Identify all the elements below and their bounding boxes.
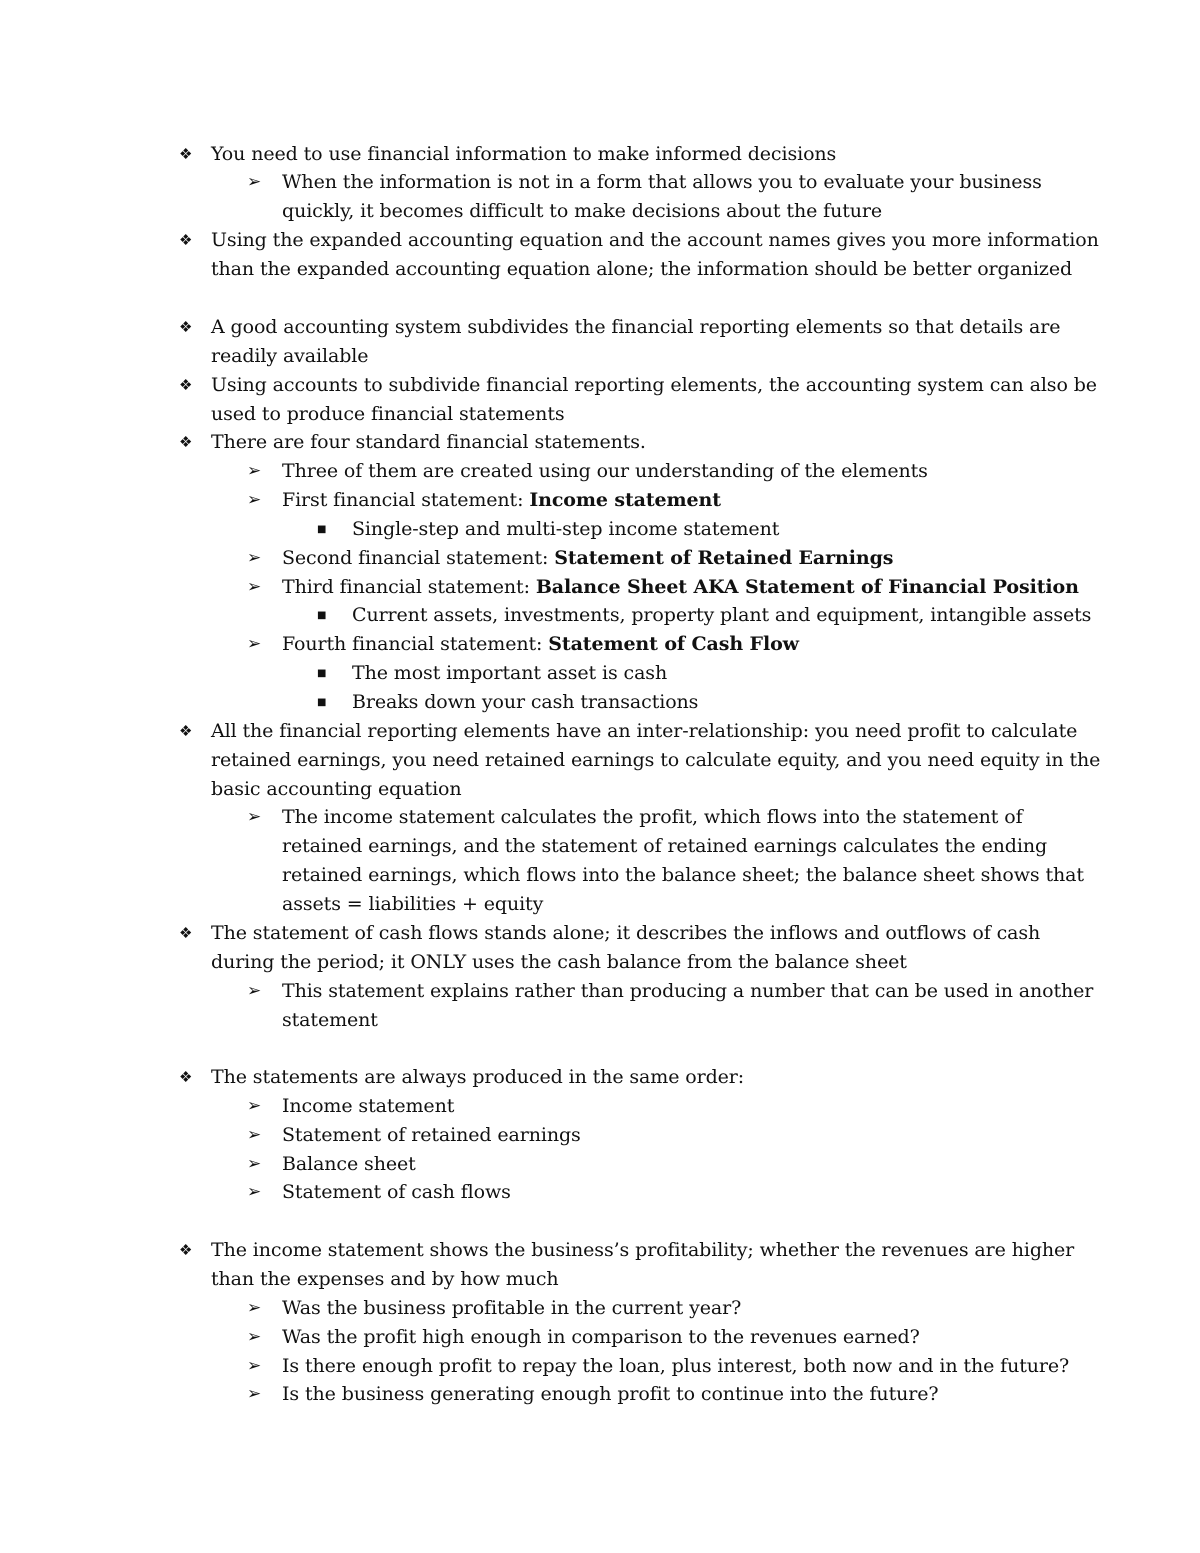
list-item-line — [282, 573, 1079, 602]
list-item-line: The statement of cash flows stands alone; it describes the inflows and outflows of cash — [211, 922, 1041, 944]
statement-label: Third financial statement: — [282, 576, 536, 598]
list-item-line: You need to use financial information to make informed decisions — [211, 143, 837, 165]
statement-label: Fourth financial statement: — [282, 633, 549, 655]
list-item-line: The income statement shows the business’s profitability; whether the revenues are higher — [211, 1239, 1075, 1261]
list-item-line — [282, 486, 721, 515]
arrow-bullet-icon: ➢ — [247, 577, 262, 597]
statement-name: Income statement — [529, 489, 721, 511]
square-bullet-icon: ■ — [317, 668, 327, 679]
list-item-line: retained earnings, and the statement of retained earnings calculates the ending — [282, 835, 1048, 857]
list-item-line: When the information is not in a form that allows you to evaluate your business — [282, 171, 1042, 193]
statement-label: Second financial statement: — [282, 547, 555, 569]
arrow-bullet-icon: ➢ — [247, 1096, 262, 1116]
arrow-bullet-icon: ➢ — [247, 461, 262, 481]
diamond-bullet-icon: ❖ — [179, 433, 193, 451]
arrow-bullet-icon: ➢ — [247, 1298, 262, 1318]
list-item-line: All the financial reporting elements have an inter-relationship: you need profit to calculate — [211, 720, 1078, 742]
list-item-line: Using accounts to subdivide financial reporting elements, the accounting system can also be — [211, 374, 1097, 396]
list-item-line: This statement explains rather than producing a number that can be used in another — [282, 980, 1094, 1002]
list-item-line: Is the business generating enough profit to continue into the future? — [282, 1383, 939, 1405]
list-item-line: basic accounting equation — [211, 778, 462, 800]
list-item-line: readily available — [211, 345, 369, 367]
arrow-bullet-icon: ➢ — [247, 548, 262, 568]
list-item-line: retained earnings, which flows into the balance sheet; the balance sheet shows that — [282, 864, 1084, 886]
diamond-bullet-icon: ❖ — [179, 231, 193, 249]
list-item-line: A good accounting system subdivides the financial reporting elements so that details are — [211, 316, 1061, 338]
diamond-bullet-icon: ❖ — [179, 924, 193, 942]
diamond-bullet-icon: ❖ — [179, 376, 193, 394]
list-item-line: Was the profit high enough in comparison to the revenues earned? — [282, 1326, 920, 1348]
list-item-line: than the expenses and by how much — [211, 1268, 559, 1290]
arrow-bullet-icon: ➢ — [247, 1154, 262, 1174]
arrow-bullet-icon: ➢ — [247, 1356, 262, 1376]
diamond-bullet-icon: ❖ — [179, 1241, 193, 1259]
list-item-line: The income statement calculates the profit, which flows into the statement of — [282, 806, 1023, 828]
statement-name: Statement of Cash Flow — [548, 633, 799, 655]
list-item-line: Is there enough profit to repay the loan, plus interest, both now and in the future? — [282, 1355, 1070, 1377]
arrow-bullet-icon: ➢ — [247, 490, 262, 510]
list-item-line: used to produce financial statements — [211, 403, 565, 425]
list-item-line: Three of them are created using our understanding of the elements — [282, 460, 928, 482]
list-item-line: Current assets, investments, property plant and equipment, intangible assets — [352, 604, 1092, 626]
list-item-line: Was the business profitable in the current year? — [282, 1297, 742, 1319]
list-item-line: Breaks down your cash transactions — [352, 691, 699, 713]
square-bullet-icon: ■ — [317, 524, 327, 535]
diamond-bullet-icon: ❖ — [179, 722, 193, 740]
square-bullet-icon: ■ — [317, 697, 327, 708]
square-bullet-icon: ■ — [317, 610, 327, 621]
list-item-line: Single-step and multi-step income statement — [352, 518, 780, 540]
list-item-line — [282, 544, 893, 573]
list-item-line: Income statement — [282, 1095, 455, 1117]
list-item-line: assets = liabilities + equity — [282, 893, 544, 915]
list-item-line: than the expanded accounting equation alone; the information should be better organized — [211, 258, 1073, 280]
list-item-line: The most important asset is cash — [352, 662, 668, 684]
diamond-bullet-icon: ❖ — [179, 318, 193, 336]
list-item-line: Using the expanded accounting equation and the account names gives you more information — [211, 229, 1099, 251]
arrow-bullet-icon: ➢ — [247, 807, 262, 827]
arrow-bullet-icon: ➢ — [247, 172, 262, 192]
list-item-line: retained earnings, you need retained earnings to calculate equity, and you need equity in the — [211, 749, 1101, 771]
list-item-line: during the period; it ONLY uses the cash balance from the balance sheet — [211, 951, 907, 973]
statement-name: Balance Sheet AKA Statement of Financial Position — [535, 576, 1079, 598]
arrow-bullet-icon: ➢ — [247, 634, 262, 654]
statement-name: Statement of Retained Earnings — [554, 547, 894, 569]
list-item-line: There are four standard financial statements. — [211, 431, 646, 453]
list-item-line: Statement of cash flows — [282, 1181, 511, 1203]
diamond-bullet-icon: ❖ — [179, 1068, 193, 1086]
list-item-line: The statements are always produced in the same order: — [211, 1066, 745, 1088]
arrow-bullet-icon: ➢ — [247, 1327, 262, 1347]
list-item-line — [282, 630, 799, 659]
list-item-line: statement — [282, 1009, 378, 1031]
list-item-line: Statement of retained earnings — [282, 1124, 581, 1146]
arrow-bullet-icon: ➢ — [247, 1384, 262, 1404]
arrow-bullet-icon: ➢ — [247, 1182, 262, 1202]
statement-label: First financial statement: — [282, 489, 530, 511]
diamond-bullet-icon: ❖ — [179, 145, 193, 163]
arrow-bullet-icon: ➢ — [247, 981, 262, 1001]
arrow-bullet-icon: ➢ — [247, 1125, 262, 1145]
list-item-line: quickly, it becomes difficult to make decisions about the future — [282, 200, 883, 222]
list-item-line: Balance sheet — [282, 1153, 416, 1175]
